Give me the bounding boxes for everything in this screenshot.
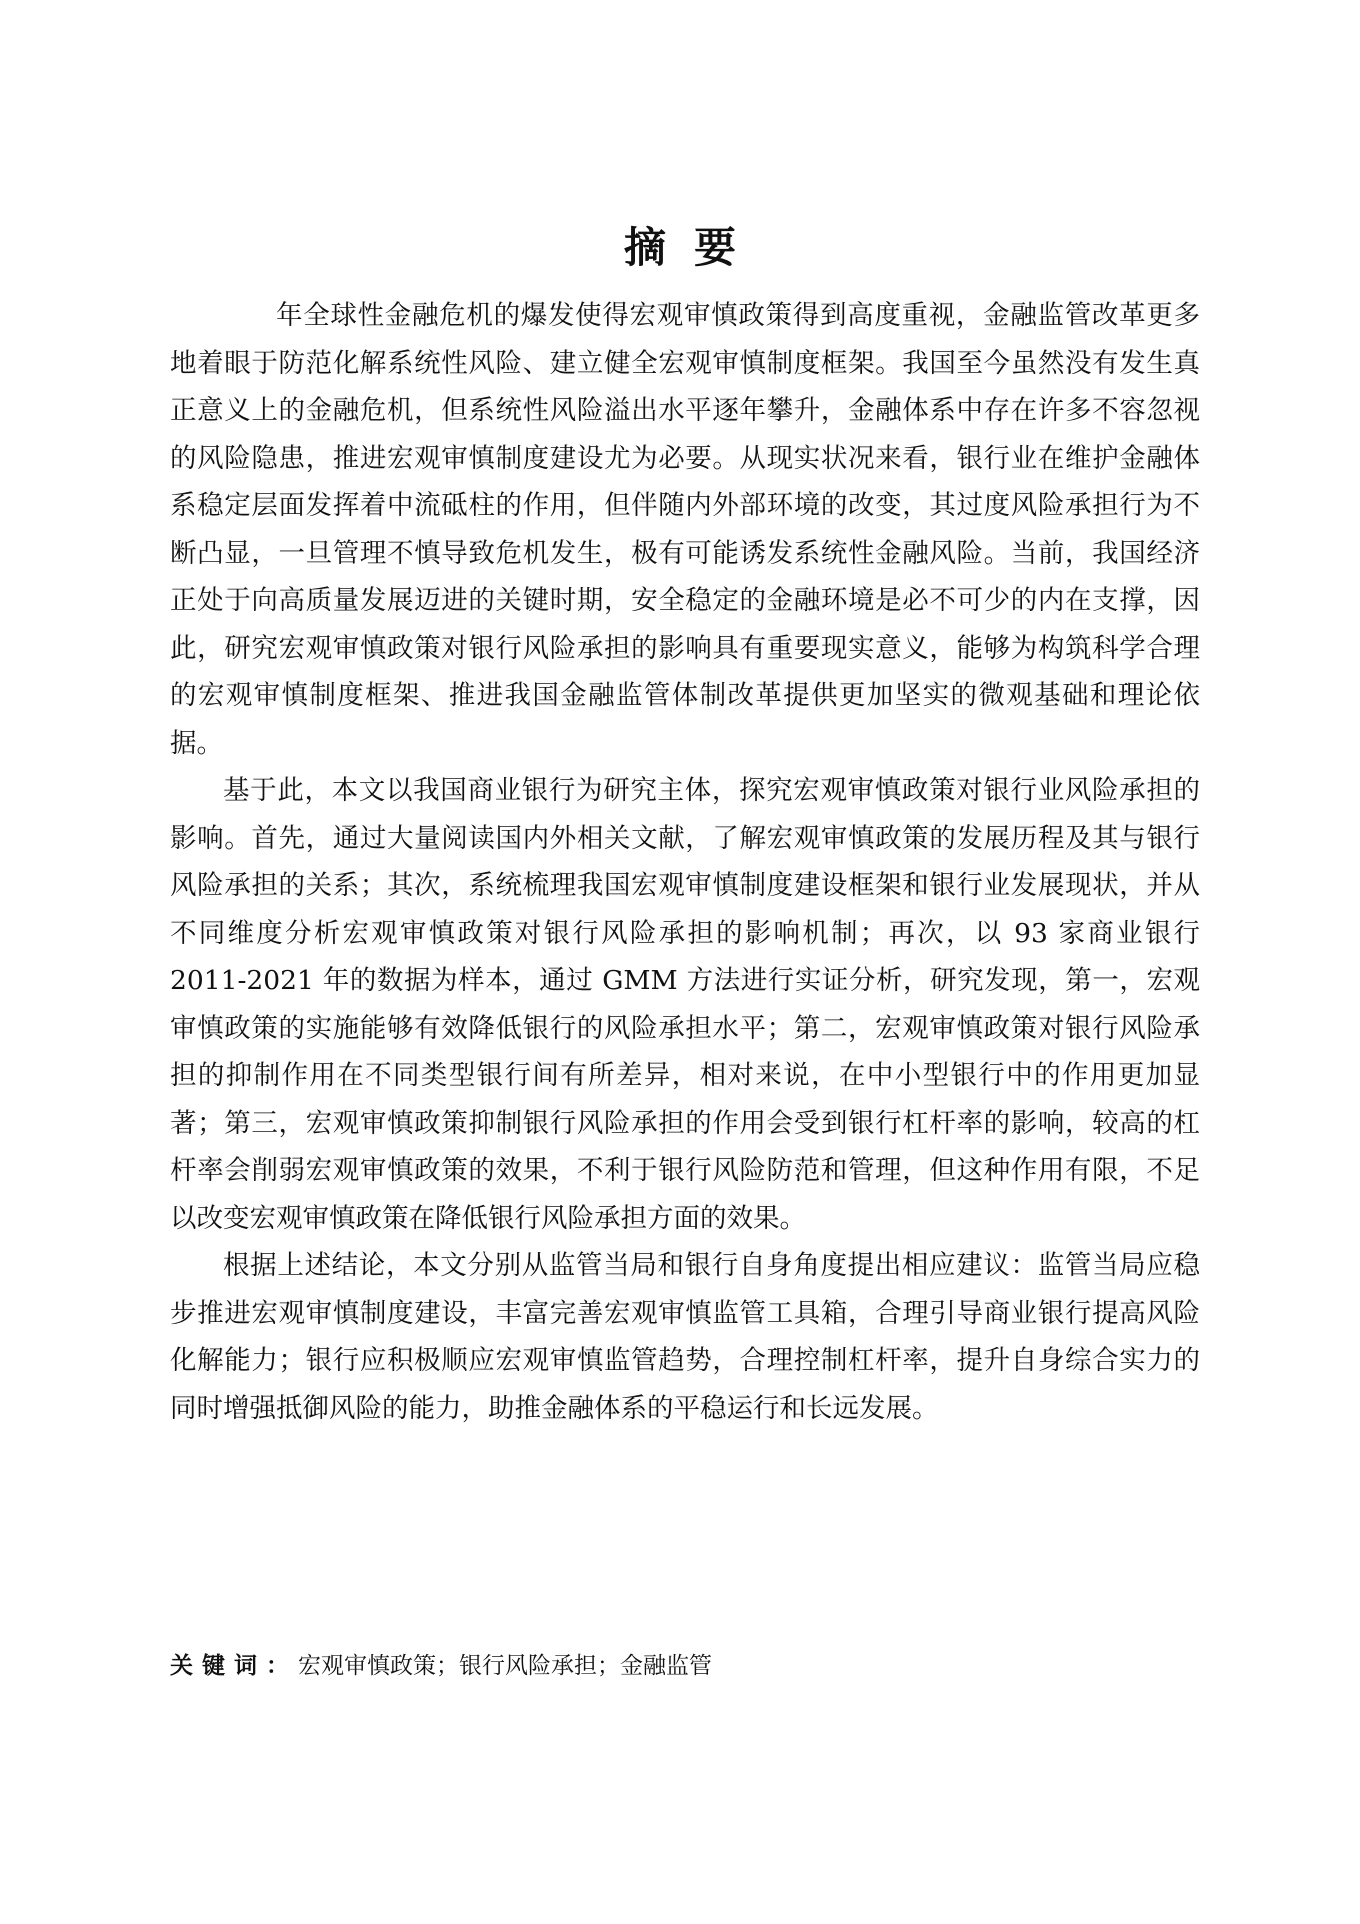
abstract-paragraph-3: 根据上述结论，本文分别从监管当局和银行自身角度提出相应建议：监管当局应稳步推进宏观审慎制度建设，丰富完善宏观审慎监管工具箱，合理引导商业银行提高风险化解能力；银行应积极顺应宏观审慎监管趋势，合理控制杠杆率，提升自身综合实力的同时增强抵御风险的能力，助推金融体系的平稳运行和长远发展。 [170,1250,1200,1424]
abstract-body [170,292,1200,1432]
abstract-paragraph-1: 年全球性金融危机的爆发使得宏观审慎政策得到高度重视，金融监管改革更多地着眼于防范化解系统性风险、建立健全宏观审慎制度框架。我国至今虽然没有发生真正意义上的金融危机，但系统性风险溢出水平逐年攀升，金融体系中存在许多不容忽视的风险隐患，推进宏观审慎制度建设尤为必要。从现实状况来看，银行业在维护金融体系稳定层面发挥着中流砥柱的作用，但伴随内外部环境的改变，其过度风险承担行为不断凸显，一旦管理不慎导致危机发生，极有可能诱发系统性金融风险。当前，我国经济正处于向高质量发展迈进的关键时期，安全稳定的金融环境是必不可少的内在支撑，因此，研究宏观审慎政策对银行风险承担的影响具有重要现实意义，能够为构筑科学合理的宏观审慎制度框架、推进我国金融监管体制改革提供更加坚实的微观基础和理论依据。 [170,300,1200,759]
abstract-paragraph-2: 基于此，本文以我国商业银行为研究主体，探究宏观审慎政策对银行业风险承担的影响。首先，通过大量阅读国内外相关文献，了解宏观审慎政策的发展历程及其与银行风险承担的关系；其次，系统梳理我国宏观审慎制度建设框架和银行业发展现状，并从不同维度分析宏观审慎政策对银行风险承担的影响机制；再次，以 93 家商业银行 2011-2021 年的数据为样本，通过 GMM 方法进行实证分析，研究发现，第一，宏观审慎政策的实施能够有效降低银行的风险承担水平；第二，宏观审慎政策对银行风险承担的抑制作用在不同类型银行间有所差异，相对来说，在中小型银行中的作用更加显著；第三，宏观审慎政策抑制银行风险承担的作用会受到银行杠杆率的影响，较高的杠杆率会削弱宏观审慎政策的效果，不利于银行风险防范和管理，但这种作用有限，不足以改变宏观审慎政策在降低银行风险承担方面的效果。 [170,775,1200,1234]
abstract-title: 摘要 [623,223,764,273]
keywords-terms: 宏观审慎政策；银行风险承担；金融监管 [298,1653,712,1679]
keywords-line [170,1648,1200,1684]
keywords-label: 关键词： [170,1652,298,1679]
